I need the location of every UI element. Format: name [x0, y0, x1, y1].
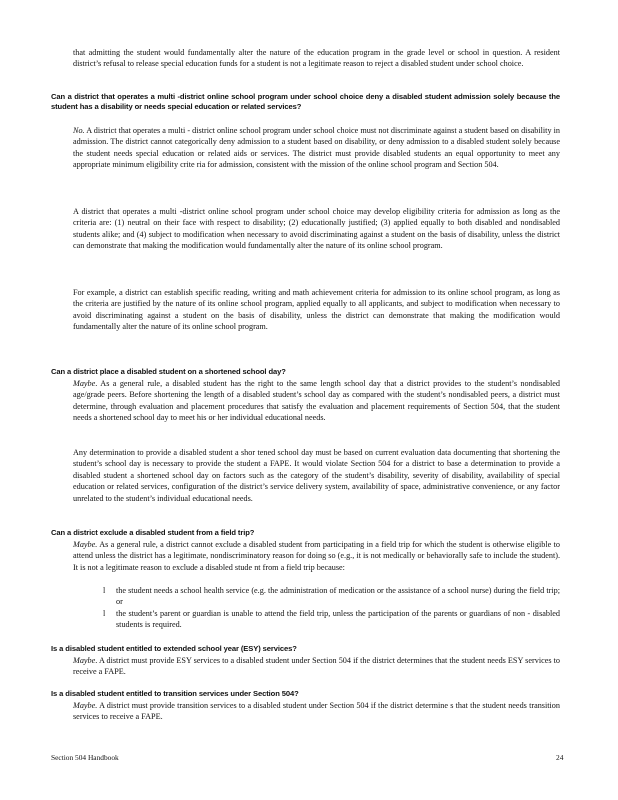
answer-lead: No.	[73, 126, 85, 135]
paragraph-intro: that admitting the student would fundamentally alter the nature of the education program in the grade level or school in question. A resident district’s refusal to release special education funds for a student is not a legitimate reason to reject a disabled student under school choice.	[73, 48, 560, 69]
page-number: 24	[556, 753, 564, 762]
field-trip-reasons-list	[73, 585, 560, 631]
question-online-school: Can a district that operates a multi -district online school program under school choice deny a disabled student admission solely because the student has a disability or needs special education or related services?	[51, 92, 560, 112]
question-transition: Is a disabled student entitled to transition services under Section 504?	[51, 689, 299, 698]
answer-text: . As a general rule, a disabled student has the right to the same length school day that a district provides to the student’s nondisabled age/grade peers. Before shortening the length of a disabled student’s school day as compared with the student’s nondisabled peers, a district must determine, through evaluation and placement procedures that satisfy the evaluation and placement requirements of Section 504, that the student needs a shortened school day to meet his or her individual educational needs.	[73, 379, 560, 423]
answer-text: A district must provide transition services to a disabled student under Section 504 if the district determine s that the student needs transition services to receive a FAPE.	[73, 701, 560, 722]
question-shortened-day: Can a district place a disabled student on a shortened school day?	[51, 367, 286, 376]
answer-text: . A district must provide ESY services to a disabled student under Section 504 if the district determines that the student needs ESY services to receive a FAPE.	[73, 656, 560, 677]
answer-lead: Maybe	[73, 379, 96, 388]
question-esy: Is a disabled student entitled to extended school year (ESY) services?	[51, 644, 297, 653]
answer-lead: Maybe	[73, 656, 96, 665]
paragraph-eligibility-criteria: A district that operates a multi -district online school program under school choice may develop eligibility criteria for admission as long as the criteria are: (1) neutral on their face with respect to disability; (2) educationally justified; (3) applied equally to both disabled and nondisabled students alike; and (4) subject to modification when necessary to avoid discriminating against a student on the basis of disability, unless the district can demonstrate that making the modification would fundamentally alter the nature of its online school program.	[73, 207, 560, 251]
paragraph-example: For example, a district can establish specific reading, writing and math achievement criteria for admission to its online school program, as long as the criteria are justified by the nature of its online school program, applied equally to all applicants, and subject to modification when necessary to avoid discriminating against a student on the basis of disability, unless the district can demonstrate that making the modification would fundamentally alter the nature of its online school program.	[73, 288, 560, 332]
list-item-text: the student’s parent or guardian is unable to attend the field trip, unless the participation of the parents or guardians of non - disabled students is required.	[116, 608, 560, 630]
answer-lead: Maybe.	[73, 540, 98, 549]
list-item	[73, 585, 560, 608]
list-item	[73, 608, 560, 631]
answer-text: As a general rule, a district cannot exclude a disabled student from participating in a field trip for which the student is otherwise eligible to attend unless the district has a legitimate, nondiscriminatory reason for doing so (e.g., it is not medically or behaviorally safe to include the student). It is not a legitimate reason to exclude a disabled stude nt from a field trip because:	[73, 540, 560, 572]
answer-lead: Maybe.	[73, 701, 98, 710]
answer-text: A district that operates a multi - district online school program under school choice must not discriminate against a student based on disability in admission. The district cannot categorically deny admission to a student based on disability, or deny admission to a disabled student solely because the student needs special education or related aids or services. The district must provide disabled students an equal opportunity to meet any appropriate minimum eligibility crite ria for admission, consistent with the mission of the online school program and Section 504.	[73, 126, 560, 170]
answer-online-school	[73, 125, 560, 171]
answer-shortened-day	[73, 378, 560, 424]
answer-transition	[73, 700, 560, 723]
answer-esy	[73, 655, 560, 678]
footer-title: Section 504 Handbook	[51, 753, 119, 762]
bullet-marker: l	[103, 586, 106, 595]
list-item-text: the student needs a school health service (e.g. the administration of medication or the assistance of a school nurse) during the field trip; or	[116, 586, 560, 607]
answer-field-trip	[73, 539, 560, 573]
paragraph-determination: Any determination to provide a disabled student a shor tened school day must be based on current evaluation data documenting that shortening the student’s school day is necessary to provide the student a FAPE. It would violate Section 504 for a district to base a determination to provide a disabled student a shortened school day on factors such as the category of the student’s disability, severity of disability, availability of special education or related services, configuration of the district’s service delivery system, availability of space, administrative convenience, or any factor unrelated to the student’s individual educational needs.	[73, 448, 560, 503]
question-field-trip: Can a district exclude a disabled student from a field trip?	[51, 528, 255, 537]
bullet-marker: l	[103, 608, 106, 618]
